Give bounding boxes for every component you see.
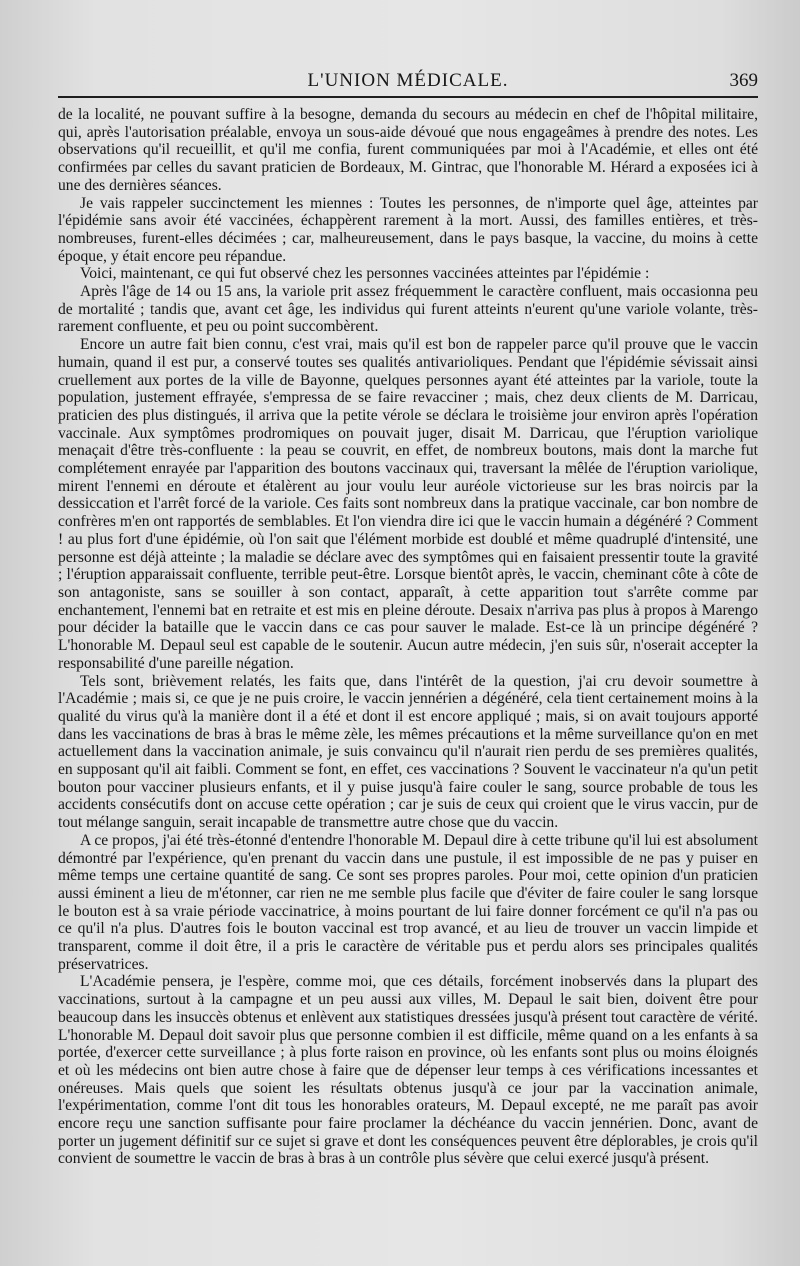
paragraph-3: Voici, maintenant, ce qui fut observé chez les personnes vaccinées atteintes par l'épidémie : bbox=[80, 265, 650, 283]
paragraph-1: de la localité, ne pouvant suffire à la besogne, demanda du secours au médecin en chef de l'hôpital militaire, qui, après l'autorisation préalable, envoya un sous-aide dévoué que nous engageâmes à prendre des notes. Les observations qu'il recueillit, et qu'il me confia, furent communiquées par moi à l'Académie, et elles ont été confirmées par celles du savant praticien de Bordeaux, M. Gintrac, que l'honorable M. Hérard a exposées ici à une des dernières séances. bbox=[58, 106, 758, 194]
page-number: 369 bbox=[729, 70, 758, 91]
paragraph-8: L'Académie pensera, je l'espère, comme moi, que ces détails, forcément inobservés dans la plupart des vaccinations, surtout à la campagne et un peu aussi aux villes, M. Depaul le sait bien, doivent être pour beaucoup dans les insuccès obtenus et enlèvent aux statistiques dressées jusqu'à présent tout caractère de vérité. L'honorable M. Depaul doit savoir plus que personne combien il est difficile, même quand on a les enfants à sa portée, d'exercer cette surveillance ; à plus forte raison en province, où les enfants sont plus ou moins éloignés et où les médecins ont bien autre chose à faire que de dépenser leur temps à ces vérifications incessantes et onéreuses. Mais quels que soient les résultats obtenus jusqu'à ce jour par la vaccination animale, l'expérimentation, comme l'ont dit tous les honorables orateurs, M. Depaul excepté, ne me paraît pas avoir encore reçu une sanction suffisante pour faire proclamer la déchéance du vaccin jennérien. Donc, avant de porter un jugement définitif sur ce sujet si grave et dont les conséquences peuvent être déplorables, je crois qu'il convient de soumettre le vaccin de bras à bras à un contrôle plus sévère que celui exercé jusqu'à présent. bbox=[58, 973, 758, 1168]
paragraph-2: Je vais rappeler succinctement les miennes : Toutes les personnes, de n'importe quel âge, atteintes par l'épidémie sans avoir été vaccinées, échappèrent rarement à la mort. Aussi, des familles entières, et très-nombreuses, furent-elles décimées ; car, malheureusement, dans le pays basque, la vaccine, du moins à cette époque, y était encore peu répandue. bbox=[58, 194, 758, 265]
paragraph-5: Encore un autre fait bien connu, c'est vrai, mais qu'il est bon de rappeler parce qu'il prouve que le vaccin humain, quand il est pur, a conservé toutes ses qualités antivarioliques. Pendant que l'épidémie sévissait ainsi cruellement aux portes de la ville de Bayonne, quelques personnes ayant été atteintes par la variole, toute la population, justement effrayée, s'empressa de se faire revacciner ; mais, chez deux clients de M. Darricau, praticien des plus distingués, il arriva que la petite vérole se déclara le troisième jour environ après l'opération vaccinale. Aux symptômes prodromiques on pouvait juger, disait M. Darricau, que l'éruption variolique menaçait d'être très-confluente : la peau se couvrit, en effet, de nombreux boutons, mais dont la marche fut complétement enrayée par l'apparition des boutons vaccinaux qui, traversant la mêlée de l'éruption variolique, mirent l'ennemi en déroute et étalèrent au jour voulu leur auréole victorieuse sur les bras noircis par la dessiccation et l'arrêt forcé de la variole. Ces faits sont nombreux dans la pratique vaccinale, car bon nombre de confrères m'en ont rapportés de semblables. Et l'on viendra dire ici que le vaccin humain a dégénéré ? Comment ! au plus fort d'une épidémie, où l'on sait que l'élément morbide est doublé et même quadruplé d'intensité, une personne est déjà atteinte ; la maladie se déclare avec des symptômes qui en faisaient pressentir toute la gravité ; l'éruption apparaissait confluente, terrible peut-être. Lorsque bientôt après, le vaccin, cheminant côte à côte de son antagoniste, sans se souiller à son contact, apparaît, à cette apparition tout s'arrête comme par enchantement, l'ennemi bat en retraite et est mis en pleine déroute. Desaix n'arriva pas plus à propos à Marengo pour décider la bataille que le vaccin dans ce cas pour sauver le malade. Est-ce là un principe dégénéré ? L'honorable M. Depaul seul est capable de le soutenir. Aucun autre médecin, j'en suis sûr, n'oserait accepter la responsabilité d'une pareille négation. bbox=[58, 336, 758, 672]
paragraph-4: Après l'âge de 14 ou 15 ans, la variole prit assez fréquemment le caractère confluent, mais occasionna peu de mortalité ; tandis que, avant cet âge, les individus qui furent atteints n'eurent qu'une variole volante, très-rarement confluente, et peu ou point succombèrent. bbox=[58, 283, 758, 336]
body-text bbox=[58, 106, 758, 1168]
page-header bbox=[58, 66, 758, 98]
running-title: L'UNION MÉDICALE. bbox=[307, 70, 509, 91]
paragraph-7: A ce propos, j'ai été très-étonné d'entendre l'honorable M. Depaul dire à cette tribune qu'il lui est absolument démontré par l'expérience, qu'en prenant du vaccin dans une pustule, il est impossible de ne pas y puiser en même temps une certaine quantité de sang. Ce sont ses propres paroles. Pour moi, cette opinion d'un praticien aussi éminent a lieu de m'étonner, car rien ne me semble plus facile que d'éviter de faire couler le sang lorsque le bouton est à sa vraie période vaccinatrice, à moins pourtant de lui faire donner forcément ce qu'il n'a pas ou ce qu'il n'a plus. D'autres fois le bouton vaccinal est trop avancé, et au lieu de trouver un vaccin limpide et transparent, comme il doit être, il a pris le caractère de véritable pus et perdu alors ses principales qualités préservatrices. bbox=[58, 831, 758, 973]
paragraph-6: Tels sont, brièvement relatés, les faits que, dans l'intérêt de la question, j'ai cru devoir soumettre à l'Académie ; mais si, ce que je ne puis croire, le vaccin jennérien a dégénéré, cela tient certainement moins à la qualité du virus qu'à la manière dont il a été et dont il est encore appliqué ; mais, si on avait toujours apporté dans les vaccinations de bras à bras le même zèle, les mêmes précautions et la même surveillance qu'on en met actuellement dans la vaccination animale, je suis convaincu qu'il n'aurait rien perdu de ses premières qualités, en supposant qu'il ait faibli. Comment se font, en effet, ces vaccinations ? Souvent le vaccinateur n'a qu'un petit bouton pour vacciner plusieurs enfants, et il y puise jusqu'à faire couler le sang, source probable de tous les accidents consécutifs dont on accuse cette opération ; car je suis de ceux qui croient que le virus vaccin, pur de tout mélange sanguin, serait incapable de transmettre autre chose que du vaccin. bbox=[58, 672, 758, 832]
